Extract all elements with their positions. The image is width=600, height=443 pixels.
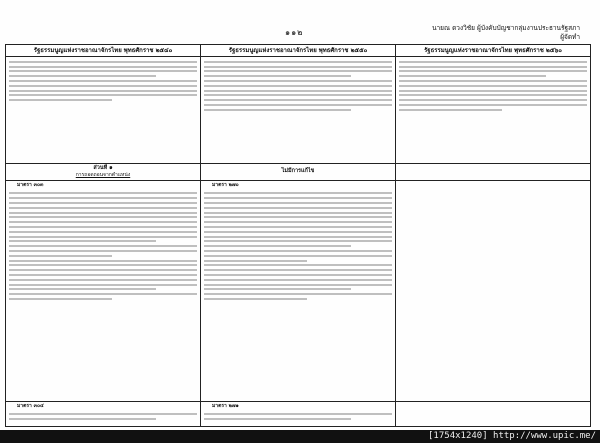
table-header-row [6,45,591,57]
cell-part-2540 [6,164,201,181]
header-2540: รัฐธรรมนูญแห่งราชอาณาจักรไทย พุทธศักราช ๒๕๔๐ [6,45,201,57]
image-host-footer: [1754x1240] http://www.upic.me/ [0,430,600,443]
cell-body-2550 [201,181,396,402]
cell-part-2550 [201,164,396,181]
cell-tail-2550 [201,402,396,427]
page-number: ๑๑๒ [285,28,304,37]
comparison-table [5,44,591,427]
author-name: นายณ ดวงวิชัย ผู้บังคับบัญชากลุ่มงานประธานรัฐสภา [432,24,580,32]
author-block [400,24,580,42]
cell-tail-2540 [6,402,201,427]
table-row-part-title [6,164,591,181]
table-row-body [6,181,591,402]
chapter-title: การถอดถอนจากตำแหน่ง [75,171,131,178]
cell-intro-2540 [6,57,201,164]
section-label: มาตรา ๒๗๐ [212,182,239,189]
cell-part-2560 [396,164,591,181]
cell-body-2560 [396,181,591,402]
cell-tail-2560 [396,402,591,427]
table-row-intro [6,57,591,164]
part-title: ส่วนที่ ๑ [93,165,113,171]
cell-intro-2550 [201,57,396,164]
no-change-label: ไม่มีการแก้ไข [281,168,315,174]
header-2550: รัฐธรรมนูญแห่งราชอาณาจักรไทย พุทธศักราช ๒๕๕๐ [201,45,396,57]
header-2560: รัฐธรรมนูญแห่งราชอาณาจักรไทย พุทธศักราช ๒๕๖๐ [396,45,591,57]
author-role: ผู้จัดทำ [560,33,580,41]
table-row-tail [6,402,591,427]
section-label: มาตรา ๓๐๔ [17,403,44,410]
cell-intro-2560 [396,57,591,164]
section-label: มาตรา ๓๐๓ [17,182,44,189]
cell-body-2540 [6,181,201,402]
section-label: มาตรา ๒๗๑ [212,403,239,410]
